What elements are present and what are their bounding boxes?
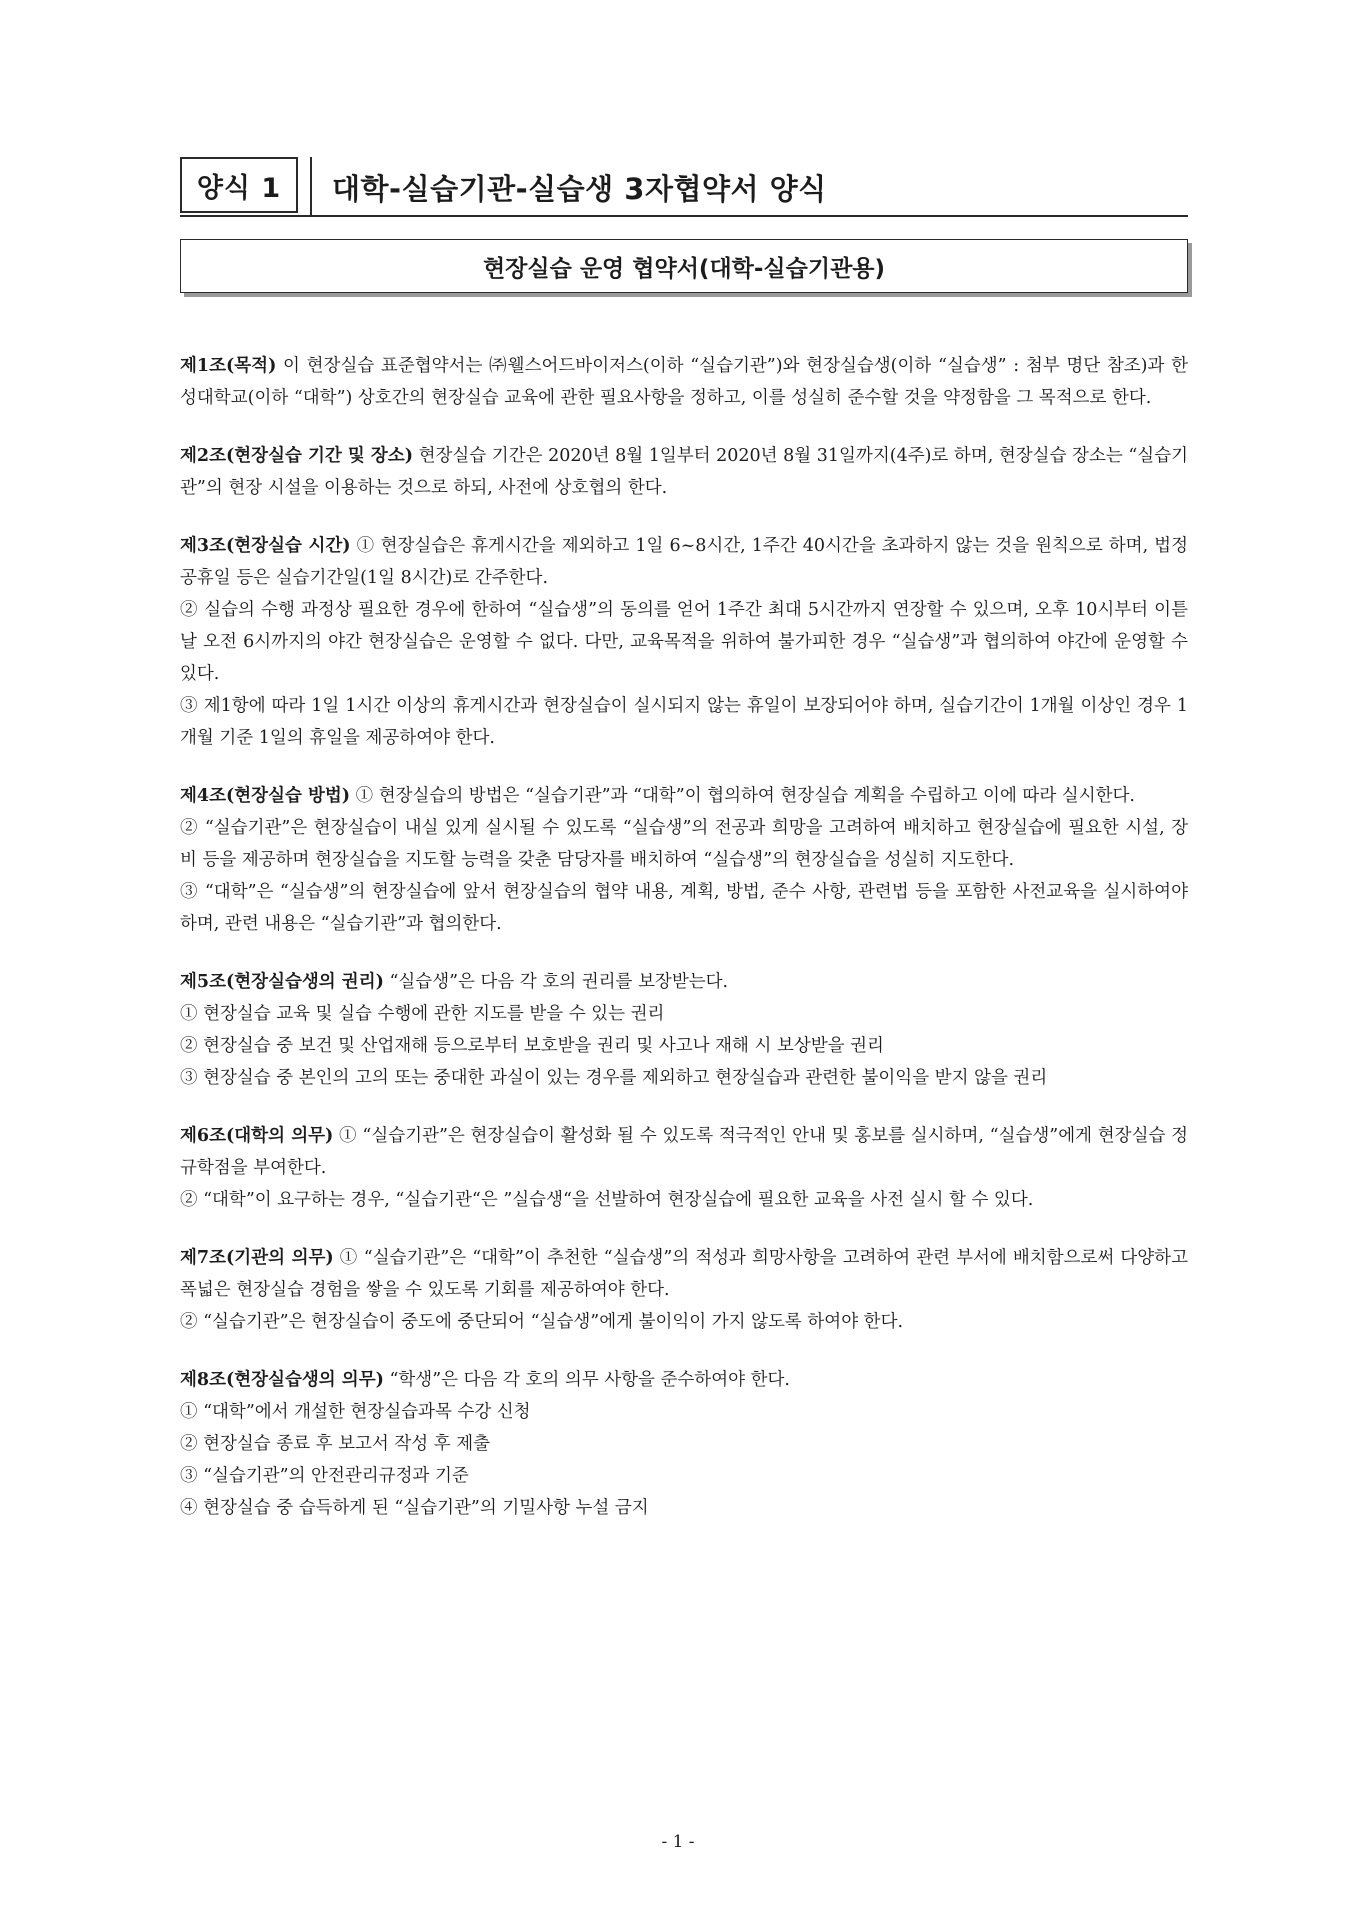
article-3 [180, 530, 1188, 754]
form-header [180, 157, 1188, 217]
article-heading: 제3조(현장실습 시간) [180, 536, 351, 556]
article-clause: ① “대학”에서 개설한 현장실습과목 수강 신청 [180, 1402, 531, 1422]
article-heading: 제4조(현장실습 방법) [180, 786, 351, 806]
article-paragraph: 제3조(현장실습 시간) ① 현장실습은 휴게시간을 제외하고 1일 6~8시간, 1주간 40시간을 초과하지 않는 것을 원칙으로 하며, 법정 공휴일 등은 실습기간일(1일 8시간)로 간주한다. [180, 536, 1188, 588]
article-5 [180, 966, 1188, 1094]
article-heading: 제2조(현장실습 기간 및 장소) [180, 446, 414, 466]
article-paragraph: 제2조(현장실습 기간 및 장소) 현장실습 기간은 2020년 8월 1일부터 2020년 8월 31일까지(4주)로 하며, 현장실습 장소는 “실습기관”의 현장 시설을 이용하는 것으로 하되, 사전에 상호협의 한다. [180, 446, 1188, 498]
article-clause: ② 현장실습 종료 후 보고서 작성 후 제출 [180, 1434, 491, 1454]
article-paragraph: 제7조(기관의 의무) ① “실습기관”은 “대학”이 추천한 “실습생”의 적성과 희망사항을 고려하여 관련 부서에 배치함으로써 다양하고 폭넓은 현장실습 경험을 쌓을 수 있도록 기회를 제공하여야 한다. [180, 1248, 1188, 1300]
article-clause: ② 실습의 수행 과정상 필요한 경우에 한하여 “실습생”의 동의를 얻어 1주간 최대 5시간까지 연장할 수 있으며, 오후 10시부터 이튿날 오전 6시까지의 야간 현장실습은 운영할 수 없다. 다만, 교육목적을 위하여 불가피한 경우 “실습생”과 협의하여 야간에 운영할 수 있다. [180, 600, 1188, 684]
article-clause: ① 현장실습 교육 및 실습 수행에 관한 지도를 받을 수 있는 권리 [180, 1004, 665, 1024]
article-heading: 제6조(대학의 의무) [180, 1126, 334, 1146]
article-6 [180, 1120, 1188, 1216]
form-label: 양식 1 [180, 157, 298, 213]
article-clause: ③ “대학”은 “실습생”의 현장실습에 앞서 현장실습의 협약 내용, 계획, 방법, 준수 사항, 관련법 등을 포함한 사전교육을 실시하여야 하며, 관련 내용은 “실습기관”과 협의한다. [180, 882, 1188, 934]
article-heading: 제8조(현장실습생의 의무) [180, 1370, 384, 1390]
article-4 [180, 780, 1188, 940]
article-8 [180, 1364, 1188, 1524]
article-paragraph: 제1조(목적) 이 현장실습 표준협약서는 ㈜웰스어드바이저스(이하 “실습기관”)와 현장실습생(이하 “실습생” : 첨부 명단 참조)과 한성대학교(이하 “대학”) 상호간의 현장실습 교육에 관한 필요사항을 정하고, 이를 성실히 준수할 것을 약정함을 그 목적으로 한다. [180, 356, 1188, 408]
article-clause: ② “실습기관”은 현장실습이 내실 있게 실시될 수 있도록 “실습생”의 전공과 희망을 고려하여 배치하고 현장실습에 필요한 시설, 장비 등을 제공하며 현장실습을 지도할 능력을 갖춘 담당자를 배치하여 “실습생”의 현장실습을 성실히 지도한다. [180, 818, 1188, 870]
document-body [180, 350, 1188, 1550]
article-paragraph: 제6조(대학의 의무) ① “실습기관”은 현장실습이 활성화 될 수 있도록 적극적인 안내 및 홍보를 실시하며, “실습생”에게 현장실습 정규학점을 부여한다. [180, 1126, 1188, 1178]
article-clause: ④ 현장실습 중 습득하게 된 “실습기관”의 기밀사항 누설 금지 [180, 1498, 649, 1518]
article-clause: ③ “실습기관”의 안전관리규정과 기준 [180, 1466, 469, 1486]
article-heading: 제1조(목적) [180, 356, 277, 376]
article-2 [180, 440, 1188, 504]
header-divider [310, 157, 312, 215]
article-clause: ② “대학”이 요구하는 경우, “실습기관“은 ”실습생“을 선발하여 현장실습에 필요한 교육을 사전 실시 할 수 있다. [180, 1190, 1034, 1210]
form-title: 대학-실습기관-실습생 3자협약서 양식 [332, 172, 827, 206]
article-clause: ③ 제1항에 따라 1일 1시간 이상의 휴게시간과 현장실습이 실시되지 않는 휴일이 보장되어야 하며, 실습기간이 1개월 이상인 경우 1개월 기준 1일의 휴일을 제공하여야 한다. [180, 696, 1188, 748]
article-clause: ③ 현장실습 중 본인의 고의 또는 중대한 과실이 있는 경우를 제외하고 현장실습과 관련한 불이익을 받지 않을 권리 [180, 1068, 1048, 1088]
article-clause: ② 현장실습 중 보건 및 산업재해 등으로부터 보호받을 권리 및 사고나 재해 시 보상받을 권리 [180, 1036, 884, 1056]
document-title: 현장실습 운영 협약서(대학-실습기관용) [180, 239, 1188, 293]
article-heading: 제7조(기관의 의무) [180, 1248, 334, 1268]
article-paragraph: 제5조(현장실습생의 권리) “실습생”은 다음 각 호의 권리를 보장받는다. [180, 972, 729, 992]
article-paragraph: 제4조(현장실습 방법) ① 현장실습의 방법은 “실습기관”과 “대학”이 협의하여 현장실습 계획을 수립하고 이에 따라 실시한다. [180, 786, 1135, 806]
article-heading: 제5조(현장실습생의 권리) [180, 972, 384, 992]
article-paragraph: 제8조(현장실습생의 의무) “학생”은 다음 각 호의 의무 사항을 준수하여야 한다. [180, 1370, 790, 1390]
article-7 [180, 1242, 1188, 1338]
page-number: - 1 - [661, 1832, 695, 1852]
article-clause: ② “실습기관”은 현장실습이 중도에 중단되어 “실습생”에게 불이익이 가지 않도록 하여야 한다. [180, 1312, 904, 1332]
article-1 [180, 350, 1188, 414]
